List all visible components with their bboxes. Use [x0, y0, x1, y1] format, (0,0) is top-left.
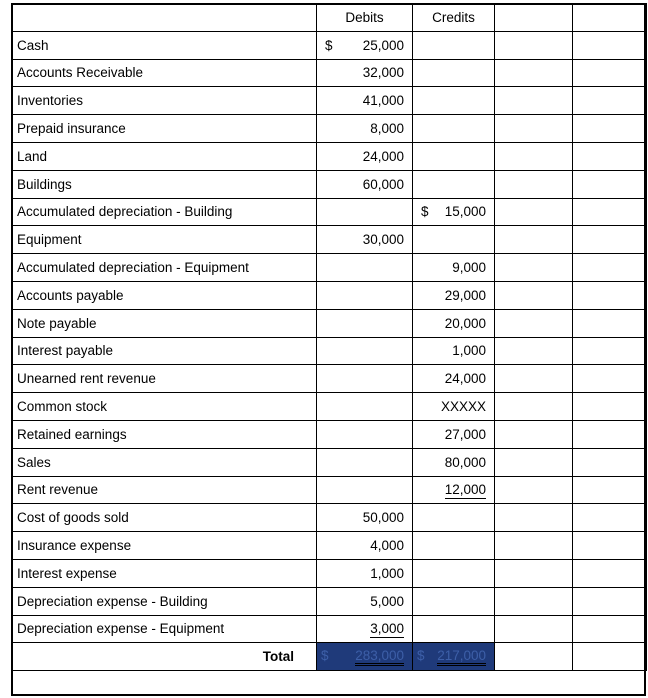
- credit-cell-value: 29,000: [444, 287, 486, 303]
- empty-column-cell: [495, 4, 573, 32]
- table-row: [12, 365, 647, 393]
- empty-column-cell: [573, 476, 647, 504]
- credit-cell-value: 24,000: [444, 371, 486, 387]
- credits-header: Credits: [413, 4, 495, 32]
- credit-cell-value: 9,000: [452, 260, 486, 276]
- empty-column-cell: [495, 87, 573, 115]
- empty-column-cell: [495, 59, 573, 87]
- debit-cell-value: 41,000: [362, 93, 404, 109]
- account-name: Unearned rent revenue: [12, 365, 317, 393]
- account-name: Retained earnings: [12, 420, 317, 448]
- header-row: [12, 4, 647, 32]
- credit-cell: [413, 115, 495, 143]
- empty-column-cell: [573, 31, 647, 59]
- debit-cell: [317, 476, 413, 504]
- total-debit-value: 283,000: [355, 648, 404, 666]
- credit-cell: [413, 198, 495, 226]
- credit-cell-value: 27,000: [444, 426, 486, 442]
- empty-column-cell: [573, 198, 647, 226]
- empty-column-cell: [573, 142, 647, 170]
- table-row: [12, 476, 647, 504]
- empty-column-cell: [495, 643, 573, 671]
- empty-column-cell: [495, 309, 573, 337]
- debit-cell: [317, 393, 413, 421]
- table-row: [12, 254, 647, 282]
- credit-cell: [413, 337, 495, 365]
- empty-column-cell: [495, 448, 573, 476]
- currency-symbol: $: [325, 37, 333, 53]
- empty-column-cell: [573, 226, 647, 254]
- currency-symbol: $: [321, 647, 329, 663]
- account-name: Accumulated depreciation - Equipment: [12, 254, 317, 282]
- account-name: Accounts Receivable: [12, 59, 317, 87]
- empty-column-cell: [495, 559, 573, 587]
- debit-cell: [317, 504, 413, 532]
- account-name: Land: [12, 142, 317, 170]
- table-row: [12, 587, 647, 615]
- debit-cell: [317, 170, 413, 198]
- table-row: [12, 170, 647, 198]
- account-name: Interest payable: [12, 337, 317, 365]
- total-debit: [317, 643, 413, 671]
- credit-cell-value: 12,000: [444, 482, 486, 498]
- debit-cell-value: 50,000: [362, 510, 404, 526]
- table-row: [12, 393, 647, 421]
- empty-column-cell: [495, 31, 573, 59]
- total-credit: [413, 643, 495, 671]
- account-name: Accumulated depreciation - Building: [12, 198, 317, 226]
- table-row: [12, 87, 647, 115]
- empty-column-cell: [573, 59, 647, 87]
- credit-cell: [413, 504, 495, 532]
- table-row: [12, 559, 647, 587]
- currency-symbol: $: [417, 647, 425, 663]
- credit-cell: [413, 59, 495, 87]
- debit-cell-value: 5,000: [370, 593, 404, 609]
- account-name: Note payable: [12, 309, 317, 337]
- total-row: [12, 643, 647, 671]
- empty-column-cell: [573, 532, 647, 560]
- empty-column-cell: [495, 115, 573, 143]
- currency-symbol: $: [421, 204, 429, 220]
- debit-cell: [317, 198, 413, 226]
- empty-column-cell: [573, 365, 647, 393]
- table-row: [12, 532, 647, 560]
- empty-column-cell: [573, 559, 647, 587]
- credit-cell: [413, 31, 495, 59]
- debit-cell: [317, 587, 413, 615]
- empty-column-cell: [573, 309, 647, 337]
- empty-column-cell: [495, 615, 573, 643]
- empty-column-cell: [495, 365, 573, 393]
- table-row: [12, 615, 647, 643]
- empty-column-cell: [495, 504, 573, 532]
- account-name: Inventories: [12, 87, 317, 115]
- table-row: [12, 448, 647, 476]
- empty-column-cell: [495, 337, 573, 365]
- table-row: [12, 281, 647, 309]
- debit-cell: [317, 448, 413, 476]
- credit-cell-value: 1,000: [452, 343, 486, 359]
- table-row: [12, 420, 647, 448]
- debit-cell-value: 32,000: [362, 65, 404, 81]
- empty-column-cell: [573, 393, 647, 421]
- credit-cell: [413, 281, 495, 309]
- credit-cell: [413, 226, 495, 254]
- table-row: [12, 142, 647, 170]
- empty-column-cell: [573, 337, 647, 365]
- account-name: Prepaid insurance: [12, 115, 317, 143]
- table-row: [12, 226, 647, 254]
- debit-cell: [317, 87, 413, 115]
- empty-column-cell: [573, 643, 647, 671]
- credit-cell: [413, 87, 495, 115]
- account-name: Cost of goods sold: [12, 504, 317, 532]
- debit-cell: [317, 615, 413, 643]
- debit-cell: [317, 337, 413, 365]
- account-name: Insurance expense: [12, 532, 317, 560]
- credit-cell: [413, 587, 495, 615]
- empty-column-cell: [573, 115, 647, 143]
- credit-cell-value: 20,000: [444, 315, 486, 331]
- credit-cell: [413, 254, 495, 282]
- debit-cell: [317, 532, 413, 560]
- debit-cell: [317, 115, 413, 143]
- table-row: [12, 31, 647, 59]
- credit-cell: [413, 365, 495, 393]
- debit-cell-value: 4,000: [370, 538, 404, 554]
- account-name: Cash: [12, 31, 317, 59]
- account-name: Sales: [12, 448, 317, 476]
- debit-cell: [317, 365, 413, 393]
- credit-cell: [413, 393, 495, 421]
- debit-cell-value: 1,000: [370, 565, 404, 581]
- empty-column-cell: [573, 615, 647, 643]
- empty-column-cell: [495, 170, 573, 198]
- empty-column-cell: [573, 504, 647, 532]
- debit-cell: [317, 309, 413, 337]
- empty-column-cell: [495, 254, 573, 282]
- table-row: [12, 504, 647, 532]
- credit-cell-value: 15,000: [444, 204, 486, 220]
- account-name: Common stock: [12, 393, 317, 421]
- credit-cell: [413, 615, 495, 643]
- debit-cell: [317, 420, 413, 448]
- empty-column-cell: [573, 254, 647, 282]
- table-row: [12, 59, 647, 87]
- empty-column-cell: [495, 476, 573, 504]
- empty-column-cell: [495, 393, 573, 421]
- debit-cell-value: 24,000: [362, 148, 404, 164]
- account-name: Buildings: [12, 170, 317, 198]
- empty-column-cell: [573, 87, 647, 115]
- debit-cell-value: 30,000: [362, 232, 404, 248]
- credit-cell: [413, 309, 495, 337]
- empty-column-cell: [495, 142, 573, 170]
- account-name: Accounts payable: [12, 281, 317, 309]
- account-name: Rent revenue: [12, 476, 317, 504]
- debit-cell-value: 8,000: [370, 121, 404, 137]
- account-header-cell: [12, 4, 317, 32]
- debit-cell: [317, 142, 413, 170]
- table-row: [12, 198, 647, 226]
- account-name: Interest expense: [12, 559, 317, 587]
- account-name: Depreciation expense - Equipment: [12, 615, 317, 643]
- total-label: Total: [12, 643, 317, 671]
- trial-balance-table: [11, 3, 647, 671]
- empty-column-cell: [573, 420, 647, 448]
- empty-column-cell: [495, 281, 573, 309]
- account-name: Equipment: [12, 226, 317, 254]
- empty-column-cell: [495, 198, 573, 226]
- empty-column-cell: [573, 448, 647, 476]
- table-row: [12, 309, 647, 337]
- empty-column-cell: [573, 4, 647, 32]
- table-row: [12, 115, 647, 143]
- empty-column-cell: [495, 226, 573, 254]
- empty-column-cell: [573, 587, 647, 615]
- account-name: Depreciation expense - Building: [12, 587, 317, 615]
- credit-cell-value: 80,000: [444, 454, 486, 470]
- debit-cell-value: 3,000: [370, 621, 404, 637]
- table-row: [12, 337, 647, 365]
- debit-cell: [317, 559, 413, 587]
- debit-cell-value: 60,000: [362, 176, 404, 192]
- empty-column-cell: [495, 420, 573, 448]
- debits-header: Debits: [317, 4, 413, 32]
- empty-column-cell: [573, 281, 647, 309]
- debit-cell-value: 25,000: [362, 37, 404, 53]
- debit-cell: [317, 281, 413, 309]
- debit-cell: [317, 254, 413, 282]
- credit-cell: [413, 142, 495, 170]
- empty-column-cell: [573, 170, 647, 198]
- credit-cell: [413, 532, 495, 560]
- empty-column-cell: [495, 587, 573, 615]
- debit-cell: [317, 226, 413, 254]
- empty-column-cell: [495, 532, 573, 560]
- total-credit-value: 217,000: [437, 648, 486, 666]
- credit-cell: [413, 420, 495, 448]
- credit-cell: [413, 476, 495, 504]
- credit-cell: [413, 559, 495, 587]
- credit-cell: [413, 170, 495, 198]
- credit-cell: [413, 448, 495, 476]
- credit-cell-value: XXXXX: [440, 399, 486, 415]
- debit-cell: [317, 31, 413, 59]
- debit-cell: [317, 59, 413, 87]
